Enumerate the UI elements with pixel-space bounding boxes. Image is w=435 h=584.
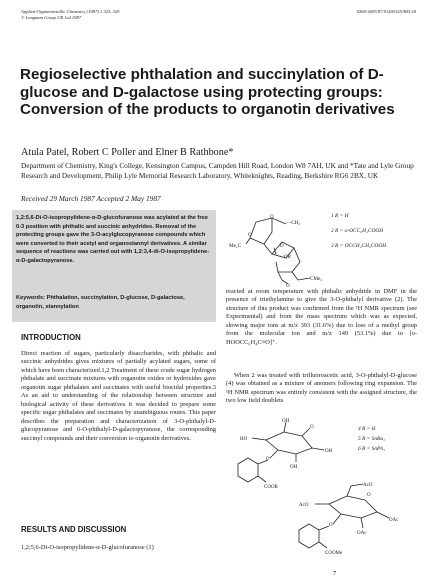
aco-left-label: AcO — [299, 503, 309, 508]
oac-bottom-label: OAc — [357, 531, 367, 536]
structure-bonds — [238, 422, 324, 482]
structure-glucofuranose — [226, 210, 331, 288]
ch2-label: —CH₂ — [286, 220, 301, 226]
oh-top-label: OH — [282, 419, 290, 424]
compound-label-6: 6 R = SnPh₃ — [358, 446, 385, 452]
compound-label-1: 1 R = H — [331, 213, 349, 219]
authors: Atula Patel, Robert C Poller and Elner B Rathbone* — [21, 147, 234, 158]
coome-label: COOMe — [325, 551, 343, 556]
abstract-text: 1,2:5,6-Di-O-isopropylidene-α-D-glucofuranose was acylated at the free 0-3 position with phthalic and succinic anhydrides. Removal of the protecting groups gave the 3-O-acylglucopyranose compounds which were converted to their acetyl and organostannyl derivatives. A similar sequence of reactions was carried out with 1,2:3,4-di-O-isopropylidene-α-D-galactopyranose. — [16, 215, 210, 264]
affiliation: Department of Chemistry, King's College, Kensington Campus, Campden Hill Road, London W8 7AH, UK and *Tate and Lyle Group Research and Development, Philip Lyle Memorial Research Laboratory, Whiteknights, Reading, Berkshire RG6 2BX, UK — [21, 161, 414, 180]
copyright-line: © Longman Group UK Ltd 1987 — [21, 15, 82, 20]
ho-label: HO — [240, 437, 248, 442]
structure-bonds — [299, 484, 389, 548]
compound-label-3: 3 R = OCCH₂CH₂COOH — [331, 243, 387, 249]
received-dates: Received 29 March 1987 Accepted 2 May 1987 — [21, 194, 161, 203]
code-line: 0268-2605/87/01405325/$03.50 — [356, 9, 416, 14]
compound-label-4: 4 R = H — [358, 426, 376, 432]
oh-right-label: OH — [325, 449, 333, 454]
journal-line: Applied Organometallic Chemistry (1987) 1 325–329 — [21, 9, 120, 14]
keywords: Keywords: Phthalation, succinylation, D-glucose, D-galactose, organotin, stannylation — [16, 295, 185, 310]
ester-oxygen-label: O — [329, 523, 333, 528]
ring-oxygen-left: O — [248, 233, 252, 238]
oac-right-label: OAc — [389, 518, 399, 523]
right-col-text-2: When 2 was treated with trifluoroacetic acid, 3-O-phthalyl-D-glucose (4) was obtained as a mixture of anomers following ring expansion. The ¹H NMR spectrum was entirely consistent with the assigned structure, the two low field doublets — [226, 372, 417, 405]
compound-label-5: 5 R = SnBu₃ — [358, 436, 385, 442]
results-first-line: 1,2;5,6-Di-O-isopropylidene-α-D-glucofuranose (1) — [21, 544, 154, 551]
ring-oxygen-mid: O — [280, 244, 284, 249]
coor-label: COOR — [264, 485, 278, 490]
ester-oxygen-label: O — [266, 457, 270, 462]
page-number: 7 — [333, 570, 337, 577]
ring-oxygen-label: O — [310, 425, 314, 430]
abstract-box — [12, 210, 216, 322]
compound-label-2: 2 R = o-OCC₆H₄COOH — [331, 228, 384, 234]
intro-text: Direct reaction of sugars, particularly disaccharides, with phthalic and succinic anhydrides gives mixtures of partially acylated sugars, some of which have been characterized.1,2 Treatment of these crude sugar hydrogen phthalate and succinate mixtures with organotin oxides or hydroxides gave organotin sugar phthalates and succinates with useful biocidal properties.3 As an aid to understanding of the relationship between structure and biological activity of these derivatives it was decided to prepare some specific sugar phthalates and succinates by unambiguous routes. This paper describes the preparation and characterization of 3-O-phthalyl-D-glucopyranose and 6-O-phthalyl-D-galactopyranose, the corresponding succinyl compounds and their conversion to organotin derivatives. — [21, 350, 216, 442]
structure-acetylated-derivative — [285, 478, 420, 558]
aco-top-label: AcO — [363, 483, 373, 488]
me2c-label: Me₂C — [229, 243, 242, 249]
structure-bonds — [246, 218, 310, 284]
right-col-text-1: reacted at room temperature with phthalic anhydride in DMF in the presence of triethylamine to give the 3-O-phthalyl derivative (2). The structure of this product was confirmed from the ¹H NMR spectrum (see Experimental) and from the mass spectrum which was as expected, showing major ions at m/z 393 (31.6%) due to loss of a methyl group from the molecular ion and m/z 149 (53.1%) due to [o-HOOCC₆H₄C≡O]⁺. — [226, 288, 417, 346]
ring-oxygen-bottom: O — [286, 284, 290, 288]
or-group-label: OR — [284, 255, 291, 260]
article-title: Regioselective phthalation and succinylation of D-glucose and D-galactose using protecting groups: Conversion of the products to organotin derivatives — [20, 66, 395, 119]
cme2-label: CMe₂ — [310, 276, 323, 282]
ring-oxygen-top: O — [270, 215, 274, 220]
ring-oxygen-label: O — [367, 493, 371, 498]
oh-bottom-label: OH — [290, 465, 298, 470]
intro-heading: INTRODUCTION — [21, 333, 81, 342]
results-heading: RESULTS AND DISCUSSION — [21, 525, 127, 534]
